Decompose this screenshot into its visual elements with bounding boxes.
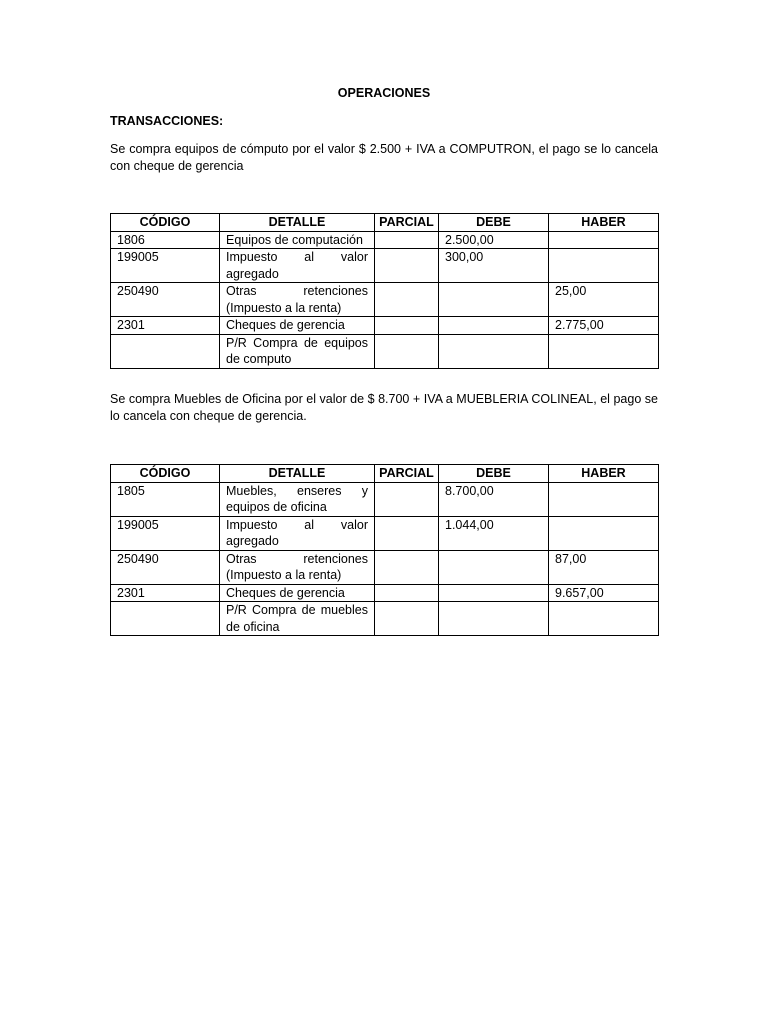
table-row: [111, 249, 659, 283]
detalle-cell: Otras retenciones (Impuesto a la renta): [220, 550, 375, 584]
detalle-cell: P/R Compra de equipos de computo: [220, 334, 375, 368]
parcial-cell: [375, 482, 439, 516]
codigo-cell: 1806: [111, 231, 220, 249]
codigo-cell: 250490: [111, 550, 220, 584]
table-row: [111, 516, 659, 550]
haber-cell: [549, 231, 659, 249]
document-title: OPERACIONES: [337, 86, 431, 100]
haber-header: HABER: [549, 465, 659, 483]
detalle-cell: P/R Compra de muebles de oficina: [220, 602, 375, 636]
table-header-row: [111, 465, 659, 483]
parcial-cell: [375, 334, 439, 368]
haber-cell: [549, 249, 659, 283]
table-row: [111, 334, 659, 368]
table-row: [111, 283, 659, 317]
parcial-header: PARCIAL: [375, 214, 439, 232]
detalle-cell: Otras retenciones (Impuesto a la renta): [220, 283, 375, 317]
parcial-cell: [375, 550, 439, 584]
journal-table-2: [110, 464, 659, 636]
parcial-cell: [375, 317, 439, 335]
debe-cell: [439, 334, 549, 368]
detalle-cell: Muebles, enseres y equipos de oficina: [220, 482, 375, 516]
detalle-cell: Equipos de computación: [220, 231, 375, 249]
codigo-header: CÓDIGO: [111, 465, 220, 483]
detalle-header: DETALLE: [220, 465, 375, 483]
detalle-cell: Impuesto al valor agregado: [220, 516, 375, 550]
table-row: [111, 482, 659, 516]
codigo-cell: 250490: [111, 283, 220, 317]
codigo-cell: 199005: [111, 249, 220, 283]
debe-cell: 300,00: [439, 249, 549, 283]
debe-header: DEBE: [439, 214, 549, 232]
codigo-cell: 1805: [111, 482, 220, 516]
transaction-2-description: Se compra Muebles de Oficina por el valor de $ 8.700 + IVA a MUEBLERIA COLINEAL, el pago se lo cancela con cheque de gerencia.: [110, 392, 658, 423]
detalle-cell: Impuesto al valor agregado: [220, 249, 375, 283]
haber-cell: [549, 602, 659, 636]
codigo-cell: [111, 602, 220, 636]
debe-cell: [439, 602, 549, 636]
haber-cell: 25,00: [549, 283, 659, 317]
codigo-cell: 2301: [111, 584, 220, 602]
codigo-header: CÓDIGO: [111, 214, 220, 232]
haber-cell: 87,00: [549, 550, 659, 584]
debe-cell: [439, 550, 549, 584]
debe-cell: 8.700,00: [439, 482, 549, 516]
table-row: [111, 317, 659, 335]
debe-cell: [439, 283, 549, 317]
haber-cell: 9.657,00: [549, 584, 659, 602]
debe-cell: [439, 317, 549, 335]
parcial-cell: [375, 516, 439, 550]
table-header-row: [111, 214, 659, 232]
parcial-cell: [375, 584, 439, 602]
haber-cell: [549, 482, 659, 516]
parcial-cell: [375, 249, 439, 283]
debe-cell: 1.044,00: [439, 516, 549, 550]
detalle-cell: Cheques de gerencia: [220, 584, 375, 602]
parcial-cell: [375, 283, 439, 317]
debe-header: DEBE: [439, 465, 549, 483]
table-row: [111, 602, 659, 636]
codigo-cell: [111, 334, 220, 368]
codigo-cell: 2301: [111, 317, 220, 335]
debe-cell: [439, 584, 549, 602]
table-row: [111, 231, 659, 249]
detalle-cell: Cheques de gerencia: [220, 317, 375, 335]
haber-cell: 2.775,00: [549, 317, 659, 335]
table-row: [111, 584, 659, 602]
haber-header: HABER: [549, 214, 659, 232]
transaction-1-description: Se compra equipos de cómputo por el valor $ 2.500 + IVA a COMPUTRON, el pago se lo cancela con cheque de gerencia: [110, 142, 658, 173]
parcial-cell: [375, 602, 439, 636]
parcial-cell: [375, 231, 439, 249]
parcial-header: PARCIAL: [375, 465, 439, 483]
detalle-header: DETALLE: [220, 214, 375, 232]
codigo-cell: 199005: [111, 516, 220, 550]
haber-cell: [549, 516, 659, 550]
debe-cell: 2.500,00: [439, 231, 549, 249]
haber-cell: [549, 334, 659, 368]
table-row: [111, 550, 659, 584]
journal-table-1: [110, 213, 659, 369]
section-heading: TRANSACCIONES:: [110, 114, 224, 128]
